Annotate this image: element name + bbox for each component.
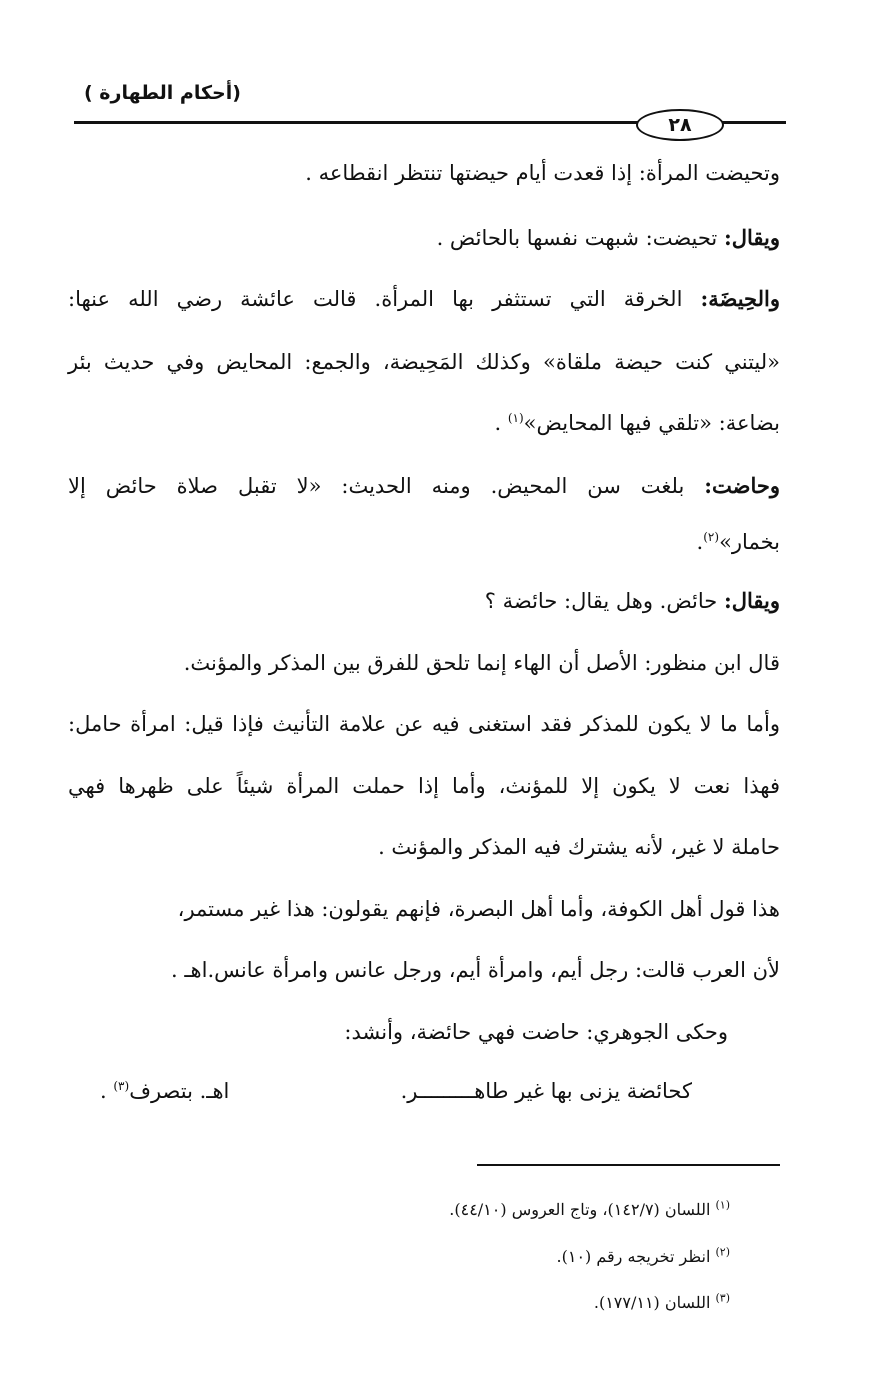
verse-source-text: اهـ. بتصرف [129, 1079, 230, 1103]
line-text: . [100, 1079, 114, 1103]
footnote-text: انظر تخريجه رقم (١٠). [556, 1247, 716, 1266]
paragraph-line [697, 524, 780, 560]
footnote-ref: (٢) [703, 530, 720, 544]
paragraph-line [378, 829, 780, 865]
footnote-separator [477, 1164, 780, 1166]
verse-line [100, 1073, 692, 1111]
running-header-title: (أحكام الطهارة ) [84, 82, 241, 104]
header-rule [74, 121, 640, 124]
footnote-number: (٣) [715, 1291, 730, 1305]
footnote-ref: (٣) [113, 1079, 130, 1093]
header-rule-end [718, 121, 786, 124]
line-text: بضاعة: «تلقي فيها المحايض» [523, 411, 780, 435]
line-text: . [494, 411, 508, 435]
line-text: الخرقة التي تستثفر بها المرأة. قالت عائشة رضي الله عنها: [68, 287, 701, 311]
paragraph-line [184, 645, 780, 681]
line-text: تحيضت: شبهت نفسها بالحائض . [436, 226, 724, 250]
line-text: وأما ما لا يكون للمذكر فقد استغنى فيه عن علامة التأنيث فإذا قيل: امرأة حامل: [68, 712, 780, 736]
line-text: لأن العرب قالت: رجل أيم، وامرأة أيم، ورجل عانس وامرأة عانس.اهـ . [171, 958, 780, 982]
paragraph-line [68, 768, 780, 804]
footnote-number: (٢) [715, 1245, 730, 1259]
paragraph-line [178, 891, 780, 927]
paragraph-line [494, 405, 780, 441]
verse-hemistich: كحائضة يزنى بها غير طاهـــــــــر. [400, 1079, 692, 1103]
footnote [557, 1244, 730, 1270]
line-text: بخمار» [719, 530, 780, 554]
paragraph-line [344, 1014, 728, 1050]
term-lead: ويقال: [723, 588, 780, 613]
line-text: وتحيضت المرأة: إذا قعدت أيام حيضتها تنتظر انقطاعه . [305, 161, 780, 185]
paragraph-line [437, 220, 780, 256]
footnote-text: اللسان (١٤٢/٧)، وتاج العروس (٤٤/١٠). [449, 1200, 716, 1219]
line-text: قال ابن منظور: الأصل أن الهاء إنما تلحق للفرق بين المذكر والمؤنث. [183, 651, 780, 675]
footnote-ref: (١) [507, 411, 524, 425]
paragraph-line [305, 155, 780, 191]
line-text: فهذا نعت لا يكون إلا للمؤنث، وأما إذا حملت المرأة شيئاً على ظهرها فهي [68, 774, 780, 798]
line-text: حائض. وهل يقال: حائضة ؟ [484, 589, 724, 613]
footnote [594, 1290, 730, 1316]
paragraph-line [68, 706, 780, 742]
paragraph-line [68, 468, 780, 504]
paragraph-line [485, 583, 780, 619]
paragraph-line [68, 344, 780, 380]
paragraph-line [171, 952, 780, 988]
line-text: حاملة لا غير، لأنه يشترك فيه المذكر والمؤنث . [378, 835, 780, 859]
line-text: وحكى الجوهري: حاضت فهي حائضة، وأنشد: [344, 1020, 728, 1044]
term-lead: والحِيضَة: [700, 286, 780, 311]
page-number: ٢٨ [636, 109, 724, 141]
line-text: بلغت سن المحيض. ومنه الحديث: «لا تقبل صلاة حائض إلا [68, 474, 705, 498]
paragraph-line [68, 281, 780, 317]
term-lead: ويقال: [723, 225, 780, 250]
line-text: هذا قول أهل الكوفة، وأما أهل البصرة، فإنهم يقولون: هذا غير مستمر، [177, 897, 780, 921]
line-text: «ليتني كنت حيضة ملقاة» وكذلك المَحِيضة، والجمع: المحايض وفي حديث بئر [68, 350, 780, 374]
footnote-number: (١) [715, 1198, 730, 1212]
term-lead: وحاضت: [704, 473, 780, 498]
verse-source [100, 1073, 229, 1109]
footnote [449, 1197, 730, 1223]
line-text: . [696, 530, 704, 554]
footnote-text: اللسان (١٧٧/١١). [593, 1293, 716, 1312]
